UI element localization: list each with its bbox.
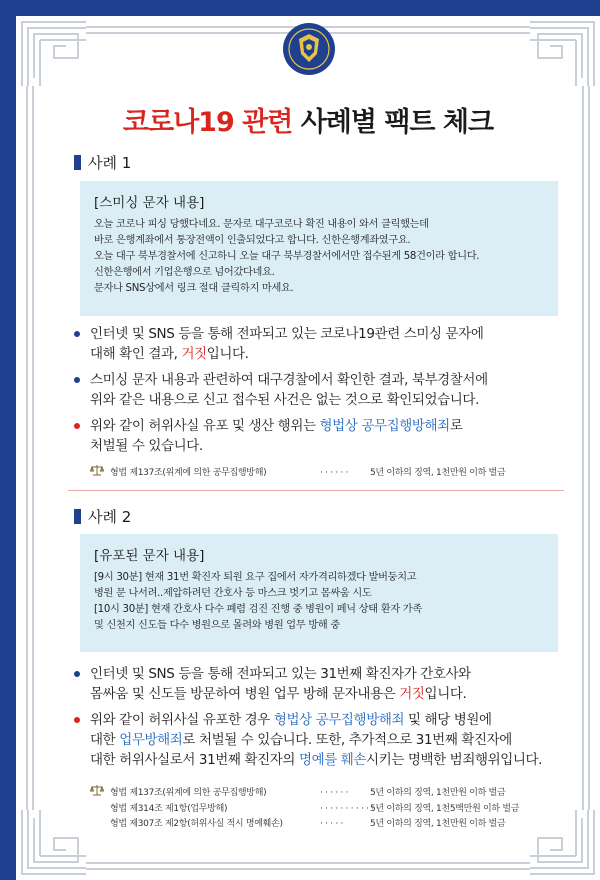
case1-box-line: 오늘 코로나 피싱 당했다네요. 문자로 대구코로나 확진 내용이 와서 클릭했는데	[94, 219, 429, 230]
justice-scale-icon	[90, 784, 104, 802]
law-penalty: 5년 이하의 징역, 1천만원 이하 벌금	[370, 819, 506, 829]
bullet-text: 위와 같은 내용으로 신고 접수된 사건은 없는 것으로 확인되었습니다.	[90, 392, 479, 408]
greek-key-corner-icon	[18, 808, 88, 878]
law-penalty: 5년 이하의 징역, 1천만원 이하 벌금	[370, 467, 506, 478]
crime-highlight: 명예를 훼손	[298, 752, 367, 768]
case1-bullet-2	[68, 370, 568, 410]
case1-bullets	[68, 324, 568, 462]
bullet-text: 대해 확인 결과,	[90, 346, 178, 362]
law-article: 형법 제314조 제1항(업무방해)	[110, 804, 228, 814]
case2-box-line: 병원 문 나서려..제압하려던 간호사 등 마스크 벗기고 몸싸움 시도	[94, 588, 372, 599]
law-article: 형법 제137조(위계에 의한 공무집행방해)	[110, 467, 267, 478]
bullet-text: 및 해당 병원에	[408, 712, 492, 728]
greek-key-corner-icon	[528, 808, 598, 878]
law-row	[90, 784, 519, 802]
border-line	[588, 86, 590, 810]
page-frame	[8, 8, 592, 872]
law-dots: · · · · · ·	[320, 787, 349, 798]
bullet-text: 대한	[90, 732, 116, 748]
case1-box-line: 바로 은행계좌에서 통장전액이 인출되었다고 합니다. 신한은행계좌였구요.	[94, 235, 411, 246]
case2-message-box	[80, 534, 558, 652]
case2-bullets	[68, 664, 568, 776]
bullet-text: 위와 같이 허위사실 유포 및 생산 행위는	[90, 418, 316, 434]
crime-highlight: 형법상 공무집행방해죄	[273, 712, 405, 728]
title-main: 사례별 팩트 체크	[300, 107, 494, 138]
greek-key-corner-icon	[528, 18, 598, 88]
case1-message-box	[80, 181, 558, 316]
case2-laws	[90, 784, 519, 832]
case2-box-title: [유포된 문자 내용]	[94, 548, 205, 564]
law-dots: · · · · · · · · · · · ·	[320, 804, 379, 814]
bullet-text: 입니다.	[424, 686, 467, 702]
law-penalty: 5년 이하의 징역, 1천5백만원 이하 벌금	[370, 804, 520, 814]
case1-box-line: 오늘 대구 북부경찰서에 신고하니 오늘 대구 북부경찰서에서만 접수된게 58건이라 합니다.	[94, 251, 480, 262]
case2-heading-text: 사례 2	[88, 508, 132, 526]
case1-heading	[74, 152, 131, 173]
bullet-text: 시키는 명백한 범죄행위입니다.	[366, 752, 543, 768]
case1-heading-text: 사례 1	[88, 154, 132, 172]
bullet-text: 위와 같이 허위사실 유포한 경우	[90, 712, 270, 728]
case1-box-line: 문자나 SNS상에서 링크 절대 클릭하지 마세요.	[94, 283, 294, 294]
bullet-dot	[74, 717, 80, 723]
border-line	[582, 86, 584, 810]
case1-box-line: 신한은행에서 기업은행으로 넘어갔다네요.	[94, 267, 275, 278]
law-row	[90, 464, 505, 482]
section-divider	[68, 490, 564, 491]
bullet-dot	[74, 331, 80, 337]
poster-paper	[16, 16, 600, 880]
greek-key-corner-icon	[18, 18, 88, 88]
crime-highlight: 형법상 공무집행방해죄	[319, 418, 450, 434]
law-article: 형법 제307조 제2항(허위사실 적시 명예훼손)	[110, 819, 283, 829]
law-penalty: 5년 이하의 징역, 1천만원 이하 벌금	[370, 787, 506, 798]
case2-box-line: 및 신천지 신도들 다수 병원으로 몰려와 병원 업무 방해 중	[94, 620, 340, 631]
bullet-text: 입니다.	[206, 346, 249, 362]
border-line	[32, 86, 34, 810]
false-highlight: 거짓	[181, 346, 207, 362]
case1-bullet-1	[68, 324, 568, 364]
case1-law	[90, 464, 505, 482]
bullet-dot	[74, 423, 80, 429]
justice-scale-icon	[90, 464, 104, 482]
case2-box-line: [9시 30분] 현재 31번 확진자 퇴원 요구 집에서 자가격리하겠다 발버둥치고	[94, 572, 417, 583]
case2-bullet-1	[68, 664, 568, 704]
page-title	[16, 100, 600, 139]
bullet-dot	[74, 671, 80, 677]
border-line	[86, 862, 530, 864]
law-row	[90, 802, 519, 817]
crime-highlight: 업무방해죄	[119, 732, 183, 748]
police-emblem-icon	[282, 22, 336, 76]
title-highlight: 코로나19 관련	[122, 107, 293, 138]
case2-bullet-2	[68, 710, 568, 770]
section-marker	[74, 509, 81, 524]
bullet-text: 로 처벌될 수 있습니다. 또한, 추가적으로 31번째 확진자에	[182, 732, 512, 748]
law-dots: · · · · ·	[320, 819, 344, 829]
bullet-text: 처벌될 수 있습니다.	[90, 438, 203, 454]
bullet-text: 인터넷 및 SNS 등을 통해 전파되고 있는 코로나19관련 스미싱 문자에	[90, 326, 484, 342]
law-dots: · · · · · ·	[320, 467, 349, 478]
section-marker	[74, 155, 81, 170]
case1-bullet-3	[68, 416, 568, 456]
case2-box-line: [10시 30분] 현재 간호사 다수 폐렴 검진 진행 중 병원이 페닉 상태 환자 가족	[94, 604, 422, 615]
law-row	[90, 817, 519, 832]
border-line	[26, 86, 28, 810]
bullet-text: 대한 허위사실로서 31번째 확진자의	[90, 752, 296, 768]
bullet-text: 인터넷 및 SNS 등을 통해 전파되고 있는 31번째 확진자가 간호사와	[90, 666, 471, 682]
border-line	[86, 868, 530, 870]
case2-heading	[74, 506, 131, 527]
case1-box-title: [스미싱 문자 내용]	[94, 195, 205, 211]
law-article: 형법 제137조(위계에 의한 공무집행방해)	[110, 787, 267, 798]
bullet-text: 로	[449, 418, 463, 434]
bullet-dot	[74, 377, 80, 383]
bullet-text: 스미싱 문자 내용과 관련하여 대구경찰에서 확인한 결과, 북부경찰서에	[90, 372, 488, 388]
false-highlight: 거짓	[399, 686, 425, 702]
bullet-text: 몸싸움 및 신도들 방문하여 병원 업무 방해 문자내용은	[90, 686, 396, 702]
